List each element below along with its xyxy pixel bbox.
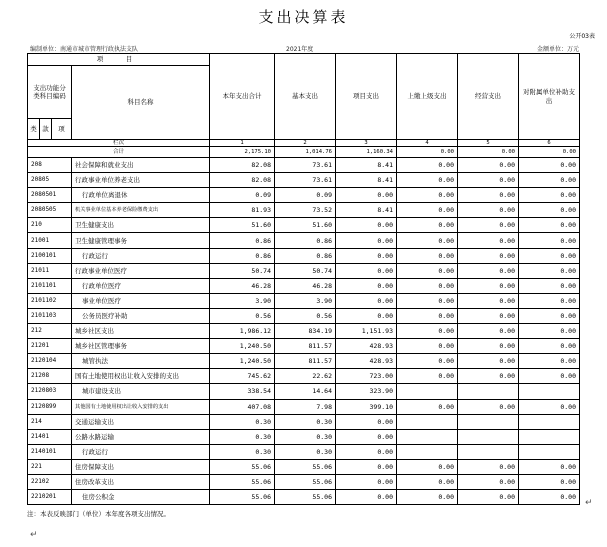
amount-cell: 0.86 (210, 248, 275, 263)
total-row (28, 147, 580, 158)
subject-code: 22102 (28, 474, 72, 489)
amount-cell: 0.86 (210, 233, 275, 248)
subject-code: 21001 (28, 233, 72, 248)
amount-cell: 0.00 (458, 293, 519, 308)
table-row (28, 414, 580, 429)
amount-cell: 0.00 (336, 293, 397, 308)
total-cell: 1,160.34 (336, 147, 397, 158)
amount-cell: 0.00 (397, 203, 458, 218)
fiscal-year: 2021年度 (286, 46, 314, 53)
amount-cell: 0.00 (458, 474, 519, 489)
amount-cell: 0.00 (519, 399, 580, 414)
amount-cell: 81.93 (210, 203, 275, 218)
amount-cell: 0.00 (519, 459, 580, 474)
amount-cell: 73.61 (275, 173, 336, 188)
amount-cell: 0.56 (210, 308, 275, 323)
amount-cell: 8.41 (336, 173, 397, 188)
amount-cell: 0.00 (458, 233, 519, 248)
table-row (28, 384, 580, 399)
amount-cell: 0.00 (336, 459, 397, 474)
amount-cell: 0.00 (397, 354, 458, 369)
amount-cell: 0.00 (336, 263, 397, 278)
expenditure-table (27, 53, 580, 505)
subject-name: 住房改革支出 (72, 474, 210, 489)
total-cell: 0.00 (519, 147, 580, 158)
amount-cell (519, 444, 580, 459)
subject-code: 2120104 (28, 354, 72, 369)
subject-name: 行政事业单位养老支出 (72, 173, 210, 188)
table-row (28, 354, 580, 369)
subject-code: 214 (28, 414, 72, 429)
amount-cell: 0.00 (397, 218, 458, 233)
amount-cell: 0.09 (275, 188, 336, 203)
subject-code: 2080501 (28, 188, 72, 203)
amount-cell: 407.08 (210, 399, 275, 414)
subject-code: 2100101 (28, 248, 72, 263)
amount-cell: 338.54 (210, 384, 275, 399)
amount-cell: 0.00 (336, 233, 397, 248)
amount-cell: 0.00 (336, 490, 397, 505)
amount-cell: 0.00 (397, 173, 458, 188)
amount-cell: 0.00 (458, 218, 519, 233)
amount-cell: 0.00 (519, 354, 580, 369)
amount-cell (458, 429, 519, 444)
table-row (28, 444, 580, 459)
amount-cell: 0.30 (275, 414, 336, 429)
amount-cell: 0.00 (397, 233, 458, 248)
subject-name: 其他国有土地使用权出让收入安排的支出 (72, 399, 210, 414)
subject-code: 20805 (28, 173, 72, 188)
amount-cell: 0.00 (519, 263, 580, 278)
amount-cell: 0.00 (397, 490, 458, 505)
amount-cell: 428.93 (336, 339, 397, 354)
amount-cell: 811.57 (275, 354, 336, 369)
amount-cell: 82.08 (210, 173, 275, 188)
amount-cell: 7.98 (275, 399, 336, 414)
amount-cell: 0.00 (397, 248, 458, 263)
paragraph-mark: ↵ (30, 530, 38, 540)
amount-cell: 399.10 (336, 399, 397, 414)
subject-name: 事业单位医疗 (72, 293, 210, 308)
amount-cell: 811.57 (275, 339, 336, 354)
amount-cell: 0.00 (519, 324, 580, 339)
amount-cell: 0.00 (519, 173, 580, 188)
subject-name: 公路水路运输 (72, 429, 210, 444)
amount-cell (397, 414, 458, 429)
table-row (28, 203, 580, 218)
subject-code: 21201 (28, 339, 72, 354)
subject-code: 2101101 (28, 278, 72, 293)
table-row (28, 474, 580, 489)
amount-cell: 0.00 (519, 308, 580, 323)
amount-cell: 50.74 (210, 263, 275, 278)
amount-cell: 0.00 (458, 354, 519, 369)
amount-cell: 0.00 (397, 308, 458, 323)
amount-cell: 55.06 (275, 490, 336, 505)
index-cell: 4 (397, 140, 458, 147)
amount-cell: 0.00 (458, 369, 519, 384)
amount-cell: 0.00 (397, 158, 458, 173)
amount-cell: 0.00 (397, 278, 458, 293)
subject-code: 221 (28, 459, 72, 474)
amount-cell: 0.00 (458, 203, 519, 218)
amount-cell: 82.08 (210, 158, 275, 173)
amount-cell: 55.06 (210, 474, 275, 489)
table-row (28, 218, 580, 233)
amount-cell: 0.00 (336, 188, 397, 203)
table-row (28, 188, 580, 203)
amount-cell (458, 444, 519, 459)
subject-name: 行政单位医疗 (72, 278, 210, 293)
amount-cell: 1,986.12 (210, 324, 275, 339)
amount-cell: 0.00 (519, 248, 580, 263)
table-row (28, 158, 580, 173)
subject-name: 城乡社区管理事务 (72, 339, 210, 354)
header-project-expenditure: 项目支出 (336, 54, 397, 140)
amount-cell: 1,240.50 (210, 354, 275, 369)
amount-cell: 0.00 (458, 278, 519, 293)
table-row (28, 324, 580, 339)
amount-cell: 0.56 (275, 308, 336, 323)
subject-code: 21208 (28, 369, 72, 384)
amount-cell: 0.30 (210, 444, 275, 459)
subject-name: 社会保障和就业支出 (72, 158, 210, 173)
amount-cell: 3.90 (275, 293, 336, 308)
subject-code: 2210201 (28, 490, 72, 505)
amount-cell: 745.62 (210, 369, 275, 384)
amount-cell: 1,151.93 (336, 324, 397, 339)
index-cell: 5 (458, 140, 519, 147)
amount-cell: 0.00 (336, 308, 397, 323)
subject-code: 208 (28, 158, 72, 173)
amount-cell: 8.41 (336, 203, 397, 218)
amount-cell: 0.00 (458, 339, 519, 354)
amount-cell: 46.28 (275, 278, 336, 293)
header-level-xiang: 项 (52, 119, 72, 140)
total-label: 合计 (28, 147, 210, 158)
amount-cell: 0.00 (397, 188, 458, 203)
table-row (28, 339, 580, 354)
header-item: 项 目 (28, 54, 210, 66)
amount-cell: 723.00 (336, 369, 397, 384)
total-cell: 2,175.10 (210, 147, 275, 158)
amount-cell: 0.00 (397, 324, 458, 339)
amount-cell (519, 384, 580, 399)
subject-name: 城管执法 (72, 354, 210, 369)
index-row (28, 140, 580, 147)
table-row (28, 233, 580, 248)
subject-name: 公务员医疗补助 (72, 308, 210, 323)
subject-name: 行政运行 (72, 248, 210, 263)
subject-name: 城乡社区支出 (72, 324, 210, 339)
header-code: 支出功能分类科目编码 (28, 66, 72, 119)
subject-name: 行政事业单位医疗 (72, 263, 210, 278)
paragraph-mark: ↵ (585, 498, 593, 508)
amount-cell: 0.30 (210, 414, 275, 429)
amount-cell (458, 414, 519, 429)
amount-cell: 0.00 (336, 248, 397, 263)
amount-cell: 0.00 (458, 263, 519, 278)
header-operating-expenditure: 经营支出 (458, 54, 519, 140)
compiling-unit: 编制单位：南通市城市管理行政执法支队 (30, 46, 139, 53)
index-label: 栏次 (28, 140, 210, 147)
amount-cell: 51.60 (275, 218, 336, 233)
subject-code: 2080505 (28, 203, 72, 218)
header-name: 科目名称 (72, 66, 210, 140)
table-row (28, 293, 580, 308)
amount-cell (519, 414, 580, 429)
subject-code: 210 (28, 218, 72, 233)
table-row (28, 399, 580, 414)
amount-cell: 0.00 (397, 474, 458, 489)
index-cell: 3 (336, 140, 397, 147)
amount-cell: 0.00 (519, 218, 580, 233)
subject-code: 2101103 (28, 308, 72, 323)
index-cell: 2 (275, 140, 336, 147)
table-row (28, 278, 580, 293)
amount-cell: 3.90 (210, 293, 275, 308)
amount-cell: 0.86 (275, 233, 336, 248)
amount-cell: 50.74 (275, 263, 336, 278)
amount-cell: 0.00 (336, 218, 397, 233)
total-cell: 0.00 (397, 147, 458, 158)
amount-cell: 0.00 (397, 293, 458, 308)
amount-cell: 0.00 (519, 188, 580, 203)
header-basic-expenditure: 基本支出 (275, 54, 336, 140)
amount-cell: 0.00 (458, 490, 519, 505)
amount-cell: 55.06 (210, 459, 275, 474)
table-row (28, 173, 580, 188)
amount-cell (397, 384, 458, 399)
amount-cell: 0.00 (397, 399, 458, 414)
amount-cell (397, 429, 458, 444)
table-row (28, 263, 580, 278)
subject-name: 交通运输支出 (72, 414, 210, 429)
amount-cell: 0.30 (210, 429, 275, 444)
amount-cell: 55.06 (275, 474, 336, 489)
amount-cell: 0.00 (397, 459, 458, 474)
subject-name: 国有土地使用权出让收入安排的支出 (72, 369, 210, 384)
amount-cell (397, 444, 458, 459)
amount-cell: 0.00 (336, 414, 397, 429)
amount-cell: 0.30 (275, 429, 336, 444)
amount-cell: 46.28 (210, 278, 275, 293)
amount-cell: 834.19 (275, 324, 336, 339)
amount-cell: 0.00 (519, 339, 580, 354)
amount-cell: 0.00 (519, 158, 580, 173)
index-cell: 6 (519, 140, 580, 147)
table-row (28, 429, 580, 444)
amount-cell: 1,240.50 (210, 339, 275, 354)
header-level-class: 类 (28, 119, 40, 140)
amount-cell: 428.93 (336, 354, 397, 369)
amount-cell: 0.00 (397, 339, 458, 354)
footnote: 注：本表反映部门（单位）本年度各项支出情况。 (27, 510, 170, 518)
subject-name: 卫生健康支出 (72, 218, 210, 233)
amount-cell: 0.00 (519, 369, 580, 384)
amount-cell: 0.09 (210, 188, 275, 203)
amount-cell: 0.00 (519, 474, 580, 489)
amount-cell: 0.00 (458, 324, 519, 339)
amount-cell: 0.00 (336, 429, 397, 444)
amount-cell: 0.86 (275, 248, 336, 263)
subject-code: 2120803 (28, 384, 72, 399)
table-row (28, 490, 580, 505)
table-row (28, 369, 580, 384)
table-row (28, 248, 580, 263)
amount-cell (519, 429, 580, 444)
amount-cell: 0.00 (397, 263, 458, 278)
money-unit: 金额单位：万元 (536, 46, 579, 53)
amount-cell: 0.00 (458, 173, 519, 188)
table-row (28, 459, 580, 474)
amount-cell (458, 384, 519, 399)
amount-cell: 0.00 (458, 188, 519, 203)
subject-name: 住房公积金 (72, 490, 210, 505)
subject-name: 住房保障支出 (72, 459, 210, 474)
subject-code: 21401 (28, 429, 72, 444)
subject-name: 城市建设支出 (72, 384, 210, 399)
amount-cell: 0.00 (519, 278, 580, 293)
page-title: 支出决算表 (258, 8, 349, 26)
amount-cell: 55.06 (275, 459, 336, 474)
amount-cell: 0.00 (458, 158, 519, 173)
subject-code: 2120899 (28, 399, 72, 414)
subject-code: 21011 (28, 263, 72, 278)
amount-cell: 0.00 (336, 474, 397, 489)
amount-cell: 0.00 (519, 293, 580, 308)
amount-cell: 0.00 (519, 203, 580, 218)
amount-cell: 0.00 (519, 233, 580, 248)
amount-cell: 0.00 (458, 399, 519, 414)
amount-cell: 0.00 (458, 459, 519, 474)
amount-cell: 8.41 (336, 158, 397, 173)
amount-cell: 73.61 (275, 158, 336, 173)
subject-code: 2101102 (28, 293, 72, 308)
table-row (28, 308, 580, 323)
amount-cell: 0.00 (336, 278, 397, 293)
total-cell: 0.00 (458, 147, 519, 158)
table-code: 公开03表 (569, 33, 595, 40)
header-remit-superior: 上缴上级支出 (397, 54, 458, 140)
amount-cell: 0.00 (336, 444, 397, 459)
subject-name: 行政运行 (72, 444, 210, 459)
header-total-expenditure: 本年支出合计 (210, 54, 275, 140)
subject-name: 行政单位离退休 (72, 188, 210, 203)
subject-code: 212 (28, 324, 72, 339)
amount-cell: 73.52 (275, 203, 336, 218)
amount-cell: 0.30 (275, 444, 336, 459)
amount-cell: 0.00 (458, 308, 519, 323)
amount-cell: 55.06 (210, 490, 275, 505)
amount-cell: 22.62 (275, 369, 336, 384)
subject-code: 2140101 (28, 444, 72, 459)
header-subsidy-affiliates: 对附属单位补助支出 (519, 54, 580, 140)
subject-name: 卫生健康管理事务 (72, 233, 210, 248)
subject-name: 机关事业单位基本养老保险缴费支出 (72, 203, 210, 218)
amount-cell: 14.64 (275, 384, 336, 399)
amount-cell: 51.60 (210, 218, 275, 233)
amount-cell: 0.00 (458, 248, 519, 263)
amount-cell: 0.00 (397, 369, 458, 384)
amount-cell: 323.90 (336, 384, 397, 399)
amount-cell: 0.00 (519, 490, 580, 505)
header-level-kuan: 款 (40, 119, 52, 140)
index-cell: 1 (210, 140, 275, 147)
total-cell: 1,014.76 (275, 147, 336, 158)
